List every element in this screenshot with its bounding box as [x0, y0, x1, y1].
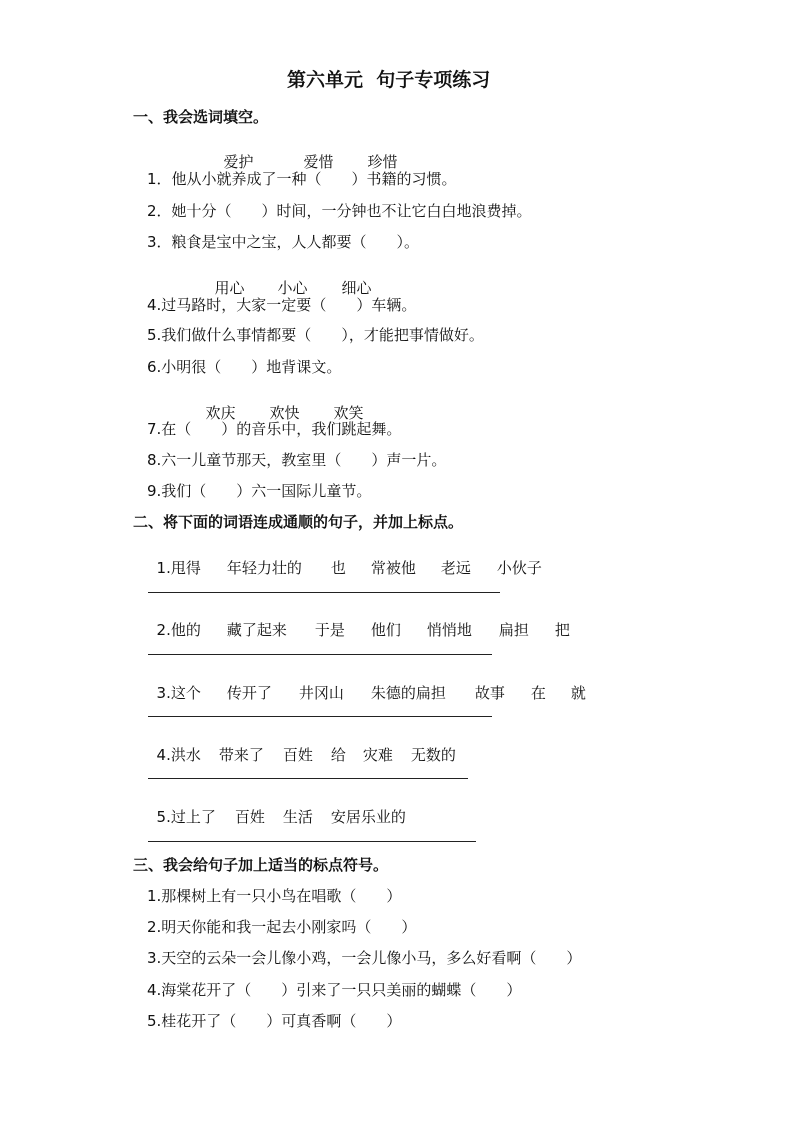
- word-bank-word: 爱惜: [303, 153, 334, 171]
- word-chip: 老远: [440, 559, 471, 577]
- word-chip: 小伙子: [496, 559, 542, 577]
- answer-line[interactable]: [148, 841, 476, 842]
- question-2: 2．她十分（ ）时间，一分钟也不让它白白地浪费掉。: [147, 202, 532, 220]
- answer-line[interactable]: [148, 654, 492, 655]
- word-chip: 年轻力壮的: [226, 559, 302, 577]
- question-7: 7.在（ ）的音乐中，我们跳起舞。: [147, 420, 402, 438]
- punct-item-4: 4.海棠花开了（ ）引来了一只只美丽的蝴蝶（ ）: [147, 981, 522, 999]
- word-bank-word: 用心: [214, 279, 245, 297]
- page-title: 第六单元 句子专项练习: [287, 69, 491, 91]
- reorder-item-3: [147, 671, 586, 701]
- word-chip: 也: [330, 559, 346, 577]
- answer-line[interactable]: [148, 716, 492, 717]
- reorder-item-2: [147, 608, 570, 638]
- word-bank-word: 珍惜: [367, 153, 398, 171]
- item-number: 2.: [156, 621, 171, 639]
- punct-item-1: 1.那棵树上有一只小鸟在唱歌（ ）: [147, 887, 402, 905]
- word-chip: 生活: [282, 808, 313, 826]
- question-4: 4.过马路时，大家一定要（ ）车辆。: [147, 296, 417, 314]
- word-chip: 把: [554, 621, 570, 639]
- word-chip: 过上了: [170, 808, 216, 826]
- word-bank-word: 欢庆: [205, 404, 236, 422]
- word-bank-3: [196, 391, 364, 421]
- word-chip: 故事: [474, 684, 505, 702]
- punct-item-5: 5.桂花开了（ ）可真香啊（ ）: [147, 1012, 402, 1030]
- section-3-heading: 三、我会给句子加上适当的标点符号。: [133, 856, 389, 874]
- word-chip: 给: [330, 746, 346, 764]
- reorder-item-5: [147, 795, 406, 825]
- word-chip: 无数的: [410, 746, 456, 764]
- section-1-heading: 一、我会选词填空。: [133, 108, 269, 126]
- item-number: 4.: [156, 746, 171, 764]
- question-9: 9.我们（ ）六一国际儿童节。: [147, 482, 372, 500]
- word-bank-word: 欢快: [269, 404, 300, 422]
- word-bank-word: 细心: [341, 279, 372, 297]
- section-2-heading: 二、将下面的词语连成通顺的句子，并加上标点。: [133, 513, 464, 531]
- word-chip: 百姓: [282, 746, 313, 764]
- word-chip: 他的: [170, 621, 201, 639]
- word-chip: 这个: [170, 684, 201, 702]
- word-bank-word: 小心: [277, 279, 308, 297]
- word-chip: 藏了起来: [226, 621, 287, 639]
- word-chip: 在: [530, 684, 546, 702]
- word-chip: 洪水: [170, 746, 201, 764]
- word-chip: 安居乐业的: [330, 808, 406, 826]
- answer-line[interactable]: [148, 592, 500, 593]
- item-number: 1.: [156, 559, 171, 577]
- punct-item-2: 2.明天你能和我一起去小刚家吗（ ）: [147, 918, 417, 936]
- word-bank-1: [214, 140, 398, 170]
- reorder-item-1: [147, 546, 542, 576]
- answer-line[interactable]: [148, 778, 468, 779]
- word-chip: 扁担: [498, 621, 529, 639]
- word-chip: 百姓: [234, 808, 265, 826]
- item-number: 3.: [156, 684, 171, 702]
- reorder-item-4: [147, 733, 456, 763]
- word-chip: 井冈山: [298, 684, 344, 702]
- punct-item-3: 3.天空的云朵一会儿像小鸡，一会儿像小马，多么好看啊（ ）: [147, 949, 582, 967]
- word-chip: 常被他: [370, 559, 416, 577]
- question-1: 1．他从小就养成了一种（ ）书籍的习惯。: [147, 170, 457, 188]
- word-chip: 灾难: [362, 746, 393, 764]
- word-chip: 悄悄地: [426, 621, 472, 639]
- word-chip: 传开了: [226, 684, 272, 702]
- question-3: 3．粮食是宝中之宝，人人都要（ ）。: [147, 233, 420, 251]
- word-chip: 甩得: [170, 559, 201, 577]
- word-bank-word: 爱护: [223, 153, 254, 171]
- question-6: 6.小明很（ ）地背课文。: [147, 358, 342, 376]
- word-bank-word: 欢笑: [333, 404, 364, 422]
- word-chip: 就: [570, 684, 586, 702]
- question-8: 8.六一儿童节那天，教室里（ ）声一片。: [147, 451, 447, 469]
- word-chip: 他们: [370, 621, 401, 639]
- word-chip: 带来了: [218, 746, 264, 764]
- item-number: 5.: [156, 808, 171, 826]
- word-chip: 朱德的扁担: [370, 684, 446, 702]
- word-bank-2: [205, 266, 372, 296]
- word-chip: 于是: [314, 621, 345, 639]
- question-5: 5.我们做什么事情都要（ ），才能把事情做好。: [147, 326, 484, 344]
